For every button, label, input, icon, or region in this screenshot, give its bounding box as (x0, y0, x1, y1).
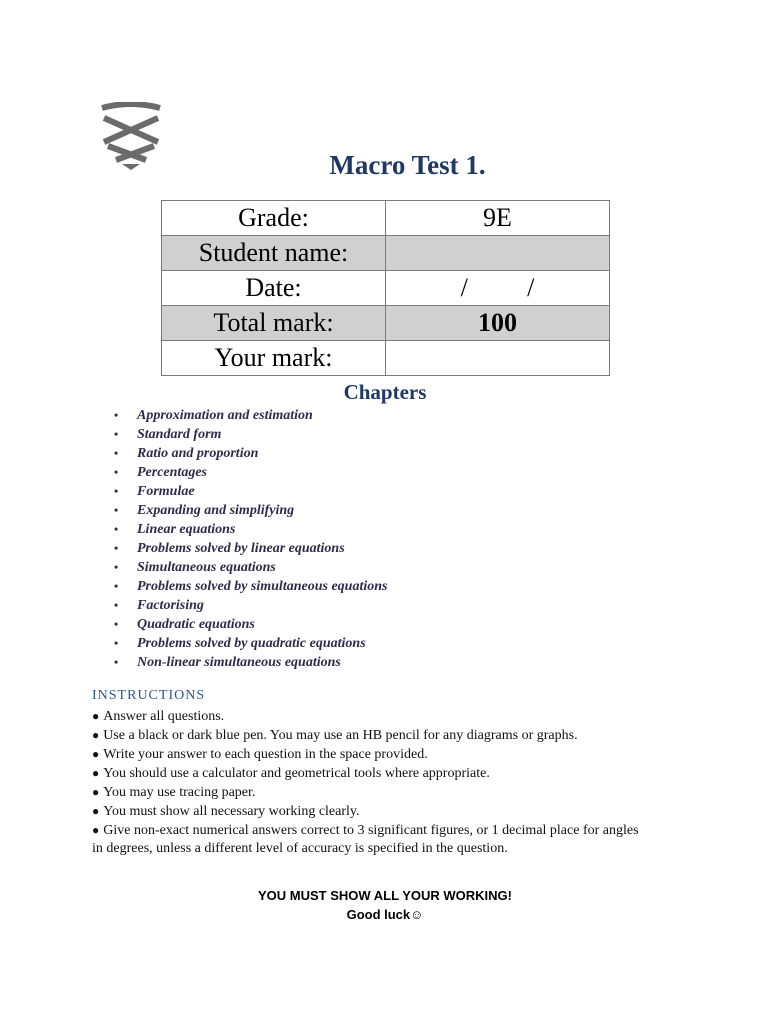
date-slash: / (527, 273, 535, 302)
bullet-icon: ● (92, 766, 100, 780)
list-item: • Formulae (111, 482, 387, 501)
instruction-item (92, 707, 652, 726)
date-label: Date: (162, 271, 386, 306)
list-item: • Linear equations (111, 520, 387, 539)
list-item: • Problems solved by simultaneous equations (111, 577, 387, 596)
instruction-text: Write your answer to each question in the space provided. (103, 747, 428, 762)
total-mark-value: 100 (386, 306, 610, 341)
bullet-icon: ● (92, 823, 100, 837)
bullet-icon: ● (92, 747, 100, 761)
total-mark-label: Total mark: (162, 306, 386, 341)
your-mark-label: Your mark: (162, 341, 386, 376)
list-item: • Simultaneous equations (111, 558, 387, 577)
grade-value: 9E (386, 201, 610, 236)
chapters-heading: Chapters (343, 380, 427, 404)
list-item: • Standard form (111, 425, 387, 444)
list-item: • Percentages (111, 463, 387, 482)
bullet-icon: ● (92, 728, 100, 742)
chapters-list (111, 406, 387, 672)
table-row (162, 236, 610, 271)
date-field[interactable] (386, 271, 610, 306)
table-row (162, 201, 610, 236)
instruction-item (92, 726, 652, 745)
instruction-item (92, 802, 652, 821)
instruction-item (92, 821, 652, 858)
your-mark-field[interactable] (386, 341, 610, 376)
list-item: • Problems solved by quadratic equations (111, 634, 387, 653)
list-item: • Approximation and estimation (111, 406, 387, 425)
table-row (162, 271, 610, 306)
table-row (162, 306, 610, 341)
instruction-text: You should use a calculator and geometrical tools where appropriate. (103, 766, 490, 781)
instruction-item (92, 764, 652, 783)
date-slash: / (460, 273, 468, 302)
student-name-label: Student name: (162, 236, 386, 271)
list-item: • Quadratic equations (111, 615, 387, 634)
instruction-text: Use a black or dark blue pen. You may use an HB pencil for any diagrams or graphs. (103, 728, 578, 743)
instruction-text: Answer all questions. (103, 709, 225, 724)
table-row (162, 341, 610, 376)
list-item: • Non-linear simultaneous equations (111, 653, 387, 672)
bullet-icon: ● (92, 804, 100, 818)
page-title: Macro Test 1. (329, 150, 486, 180)
instruction-item (92, 783, 652, 802)
instruction-text: Give non-exact numerical answers correct to 3 significant figures, or 1 decimal place for angles in degrees, unless a different level of accuracy is specified in the question. (92, 823, 639, 856)
good-luck-text: Good luck☺ (346, 907, 424, 922)
list-item: • Factorising (111, 596, 387, 615)
instruction-text: You must show all necessary working clearly. (103, 804, 360, 819)
student-info-table (161, 200, 610, 376)
instruction-item (92, 745, 652, 764)
show-working-notice: YOU MUST SHOW ALL YOUR WORKING! (258, 888, 512, 903)
list-item: • Expanding and simplifying (111, 501, 387, 520)
student-name-field[interactable] (386, 236, 610, 271)
grade-label: Grade: (162, 201, 386, 236)
bullet-icon: ● (92, 785, 100, 799)
instructions-list (92, 707, 652, 858)
list-item: • Ratio and proportion (111, 444, 387, 463)
bullet-icon: ● (92, 709, 100, 723)
instruction-text: You may use tracing paper. (103, 785, 256, 800)
instructions-heading: INSTRUCTIONS (92, 688, 206, 703)
list-item: • Problems solved by linear equations (111, 539, 387, 558)
